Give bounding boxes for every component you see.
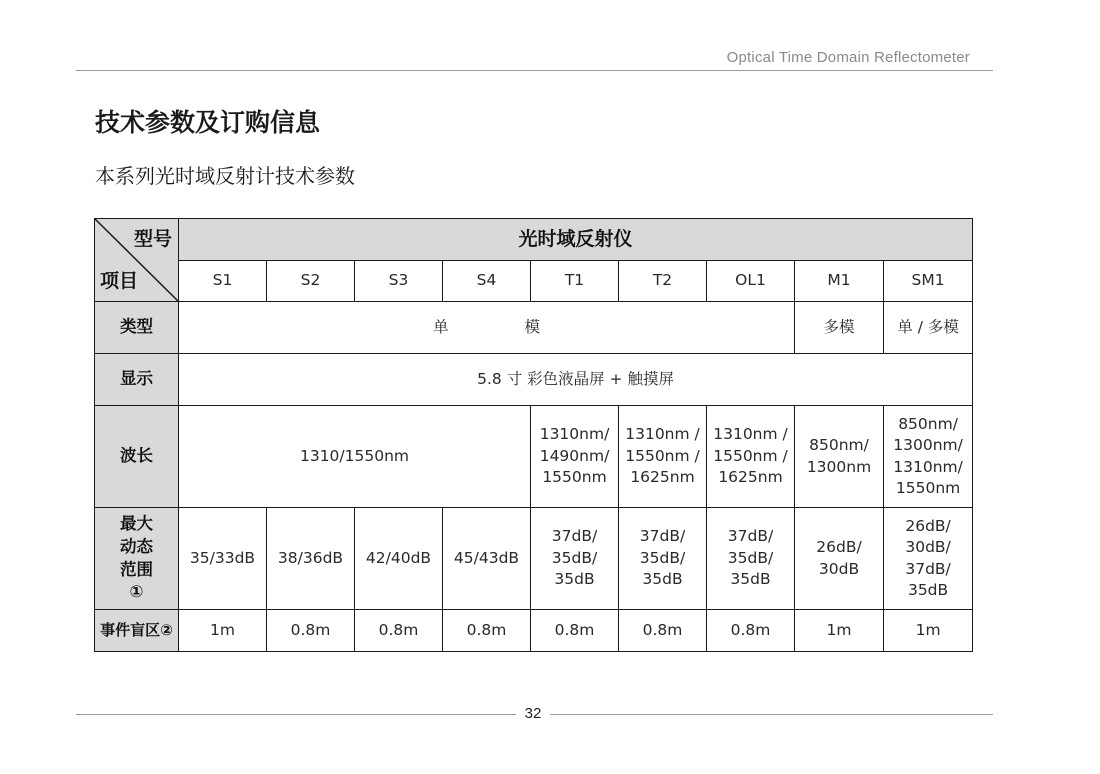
cell-line: 35dB xyxy=(907,580,949,599)
display-row xyxy=(95,354,973,406)
corner-cell xyxy=(95,219,179,302)
model-cell: S1 xyxy=(179,261,267,302)
dynamic-range-sm1 xyxy=(884,508,973,610)
display-value: 5.8 寸 彩色液晶屏 + 触摸屏 xyxy=(179,354,973,406)
cell-line: 37dB/ xyxy=(905,559,951,578)
cell-line: 1300nm xyxy=(806,457,872,476)
wavelength-ol1 xyxy=(707,406,795,508)
cell-line: 1310nm / xyxy=(625,425,700,444)
spec-table xyxy=(94,218,973,652)
corner-item-label: 项目 xyxy=(100,269,139,292)
footer-rule-right xyxy=(550,714,993,715)
cell-line: 35dB/ xyxy=(639,548,686,567)
cell-line: 26dB/ xyxy=(905,516,951,535)
type-single-right: 模 xyxy=(524,317,541,336)
cell-line: 1310nm/ xyxy=(893,457,963,476)
dead-zone-row xyxy=(95,610,973,652)
wavelength-t1 xyxy=(531,406,619,508)
cell-line: 35dB/ xyxy=(551,548,598,567)
type-row xyxy=(95,302,973,354)
model-cell: SM1 xyxy=(884,261,973,302)
type-single-left: 单 xyxy=(432,317,449,336)
dynamic-range-s4: 45/43dB xyxy=(443,508,531,610)
cell-line: 35dB xyxy=(642,570,683,589)
document-header-title: Optical Time Domain Reflectometer xyxy=(726,49,970,66)
label-line: 范围 xyxy=(120,559,153,579)
label-line: 动态 xyxy=(120,536,153,556)
wavelength-sm1 xyxy=(884,406,973,508)
cell-line: 1625nm xyxy=(630,468,695,487)
label-line: 最大 xyxy=(120,513,153,533)
dynamic-range-s2: 38/36dB xyxy=(267,508,355,610)
dynamic-range-s1: 35/33dB xyxy=(179,508,267,610)
cell-line: 1550nm / xyxy=(713,446,788,465)
dead-zone-cell: 1m xyxy=(795,610,884,652)
model-cell: S2 xyxy=(267,261,355,302)
sub-title: 本系列光时域反射计技术参数 xyxy=(95,164,355,188)
dead-zone-cell: 0.8m xyxy=(267,610,355,652)
cell-line: 35dB xyxy=(730,570,771,589)
model-cell: S4 xyxy=(443,261,531,302)
cell-line: 30dB xyxy=(818,559,860,578)
wavelength-label: 波长 xyxy=(95,406,179,508)
cell-line: 1550nm xyxy=(895,478,961,497)
cell-line: 30dB/ xyxy=(905,538,951,557)
dead-zone-cell: 0.8m xyxy=(443,610,531,652)
dead-zone-cell: 0.8m xyxy=(619,610,707,652)
label-line: ① xyxy=(129,582,144,602)
group-header: 光时域反射仪 xyxy=(179,219,973,261)
model-cell: M1 xyxy=(795,261,884,302)
wavelength-s-series: 1310/1550nm xyxy=(179,406,531,508)
dead-zone-cell: 0.8m xyxy=(355,610,443,652)
wavelength-t2 xyxy=(619,406,707,508)
header-row-group xyxy=(95,219,973,261)
dynamic-range-m1 xyxy=(795,508,884,610)
model-cell: OL1 xyxy=(707,261,795,302)
cell-line: 850nm/ xyxy=(898,414,958,433)
cell-line: 1550nm xyxy=(542,468,607,487)
dead-zone-cell: 1m xyxy=(179,610,267,652)
cell-line: 35dB/ xyxy=(727,548,774,567)
cell-line: 37dB/ xyxy=(551,527,598,546)
dead-zone-cell: 1m xyxy=(884,610,973,652)
model-row xyxy=(95,261,973,302)
cell-line: 35dB xyxy=(554,570,595,589)
cell-line: 37dB/ xyxy=(727,527,774,546)
model-cell: S3 xyxy=(355,261,443,302)
type-m1: 多模 xyxy=(795,302,884,354)
cell-line: 1300nm/ xyxy=(893,436,963,455)
type-label: 类型 xyxy=(95,302,179,354)
model-cell: T1 xyxy=(531,261,619,302)
cell-line: 1490nm/ xyxy=(539,446,610,465)
cell-line: 1625nm xyxy=(718,468,783,487)
dead-zone-cell: 0.8m xyxy=(707,610,795,652)
dynamic-range-ol1 xyxy=(707,508,795,610)
dynamic-range-s3: 42/40dB xyxy=(355,508,443,610)
model-cell: T2 xyxy=(619,261,707,302)
cell-line: 1310nm / xyxy=(713,425,788,444)
cell-line: 37dB/ xyxy=(639,527,686,546)
display-label: 显示 xyxy=(95,354,179,406)
section-title: 技术参数及订购信息 xyxy=(95,108,321,137)
dynamic-range-t2 xyxy=(619,508,707,610)
cell-line: 26dB/ xyxy=(816,538,862,557)
cell-line: 1550nm / xyxy=(625,446,700,465)
dynamic-range-row xyxy=(95,508,973,610)
page-number: 32 xyxy=(524,705,542,722)
dead-zone-cell: 0.8m xyxy=(531,610,619,652)
cell-line: 1310nm/ xyxy=(539,425,610,444)
wavelength-row xyxy=(95,406,973,508)
cell-line: 850nm/ xyxy=(809,436,869,455)
type-single-mode xyxy=(179,302,795,354)
dynamic-range-t1 xyxy=(531,508,619,610)
type-sm1: 单 / 多模 xyxy=(884,302,973,354)
header-rule xyxy=(76,70,993,71)
corner-model-label: 型号 xyxy=(133,228,172,250)
dead-zone-label: 事件盲区② xyxy=(95,610,179,652)
wavelength-m1 xyxy=(795,406,884,508)
dynamic-range-label xyxy=(95,508,179,610)
footer-rule-left xyxy=(76,714,516,715)
